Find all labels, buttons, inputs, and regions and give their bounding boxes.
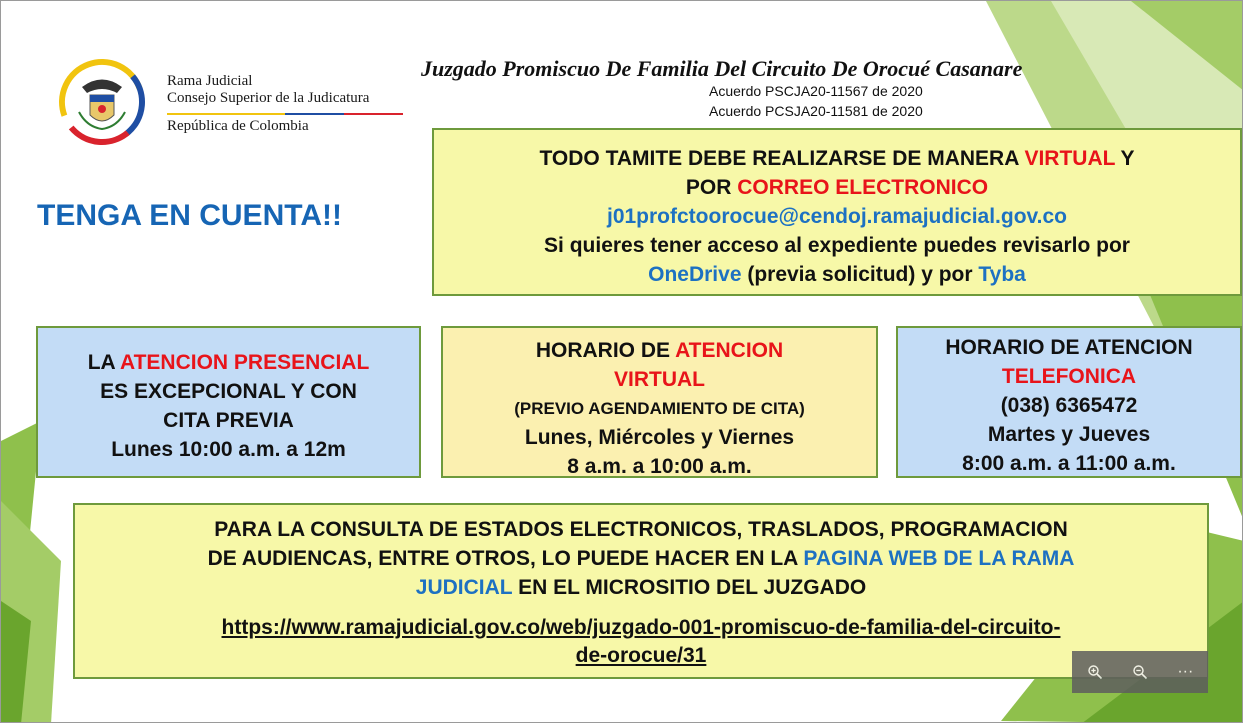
virtual-keyword-2: VIRTUAL xyxy=(614,368,705,391)
virt-line-1-text: HORARIO DE xyxy=(535,339,676,362)
notice-heading: TENGA EN CUENTA!! xyxy=(37,199,342,232)
main-line-1-end: Y xyxy=(1115,147,1135,170)
main-line-4: Si quieres tener acceso al expediente puedes revisarlo por xyxy=(544,234,1130,257)
zoom-out-button[interactable] xyxy=(1125,657,1155,687)
pres-line-1-text: LA xyxy=(87,351,120,374)
presencial-attention-box xyxy=(36,326,421,478)
court-email-link[interactable]: j01profctoorocue@cendoj.ramajudicial.gov.co xyxy=(606,205,1068,228)
court-title: Juzgado Promiscuo De Familia Del Circuito De Orocué Casanare xyxy=(421,56,1023,81)
zoom-in-button[interactable] xyxy=(1080,657,1110,687)
logo-line-republica: República de Colombia xyxy=(167,118,309,134)
image-viewer-toolbar xyxy=(1072,651,1208,693)
url-line-2[interactable]: de-orocue/31 xyxy=(575,644,707,667)
web-line-2-text: DE AUDIENCAS, ENTRE OTROS, LO PUEDE HACER EN LA xyxy=(207,547,804,570)
logo-tricolor-rule xyxy=(167,113,403,115)
tyba-link[interactable]: Tyba xyxy=(978,263,1026,286)
zoom-in-icon xyxy=(1087,664,1103,680)
web-page-keyword: PAGINA WEB DE LA RAMA xyxy=(803,547,1075,570)
presencial-keyword: ATENCION PRESENCIAL xyxy=(119,351,370,374)
main-line-2-text: POR xyxy=(685,176,738,199)
tel-hours: 8:00 a.m. a 11:00 a.m. xyxy=(962,452,1176,475)
zoom-out-icon xyxy=(1132,664,1148,680)
web-line-2 xyxy=(75,544,1207,573)
acuerdo-2: Acuerdo PCSJA20-11581 de 2020 xyxy=(709,103,923,119)
virt-days: Lunes, Miércoles y Viernes xyxy=(524,426,795,449)
pres-hours: Lunes 10:00 a.m. a 12m xyxy=(111,438,346,461)
logo-line-rama: Rama Judicial xyxy=(167,73,253,89)
tel-line-1: HORARIO DE ATENCION xyxy=(945,336,1193,359)
virtual-procedures-box xyxy=(432,128,1242,296)
onedrive-link[interactable]: OneDrive xyxy=(648,263,742,286)
pres-line-3: CITA PREVIA xyxy=(163,409,294,432)
email-keyword: CORREO ELECTRONICO xyxy=(737,176,989,199)
phone-hours-box xyxy=(896,326,1242,478)
virtual-hours-box xyxy=(441,326,878,478)
main-line-5 xyxy=(434,260,1240,289)
pres-line-2: ES EXCEPCIONAL Y CON xyxy=(100,380,357,403)
web-line-3 xyxy=(75,573,1207,602)
judicial-keyword: JUDICIAL xyxy=(415,576,513,599)
website-info-box xyxy=(73,503,1209,679)
url-line-1[interactable]: https://www.ramajudicial.gov.co/web/juzgado-001-promiscuo-de-familia-del-circuito- xyxy=(221,616,1061,639)
rama-judicial-logo xyxy=(51,51,411,151)
main-line-1-text: TODO TAMITE DEBE REALIZARSE DE MANERA xyxy=(539,147,1025,170)
web-line-3-text: EN EL MICROSITIO DEL JUZGADO xyxy=(512,576,867,599)
microsite-url-link[interactable] xyxy=(75,614,1207,670)
acuerdo-1: Acuerdo PSCJA20-11567 de 2020 xyxy=(709,83,923,99)
more-options-button[interactable]: ··· xyxy=(1177,663,1194,680)
logo-line-consejo: Consejo Superior de la Judicatura xyxy=(167,90,370,106)
virt-hours: 8 a.m. a 10:00 a.m. xyxy=(567,455,752,478)
telefonica-keyword: TELEFONICA xyxy=(1001,365,1137,388)
atencion-keyword: ATENCION xyxy=(675,339,784,362)
main-line-5-text: (previa solicitud) y por xyxy=(741,263,979,286)
phone-number: (038) 6365472 xyxy=(1000,394,1138,417)
main-line-1 xyxy=(434,144,1240,173)
colombia-seal-icon xyxy=(57,57,147,147)
web-line-1: PARA LA CONSULTA DE ESTADOS ELECTRONICOS, TRASLADOS, PROGRAMACION xyxy=(214,518,1068,541)
pres-line-1 xyxy=(38,348,419,377)
virtual-keyword: VIRTUAL xyxy=(1024,147,1116,170)
virt-line-1 xyxy=(443,336,876,365)
main-line-2 xyxy=(434,173,1240,202)
virt-appointment-note: (PREVIO AGENDAMIENTO DE CITA) xyxy=(514,399,805,418)
logo-org-name xyxy=(167,73,369,107)
tel-days: Martes y Jueves xyxy=(987,423,1151,446)
